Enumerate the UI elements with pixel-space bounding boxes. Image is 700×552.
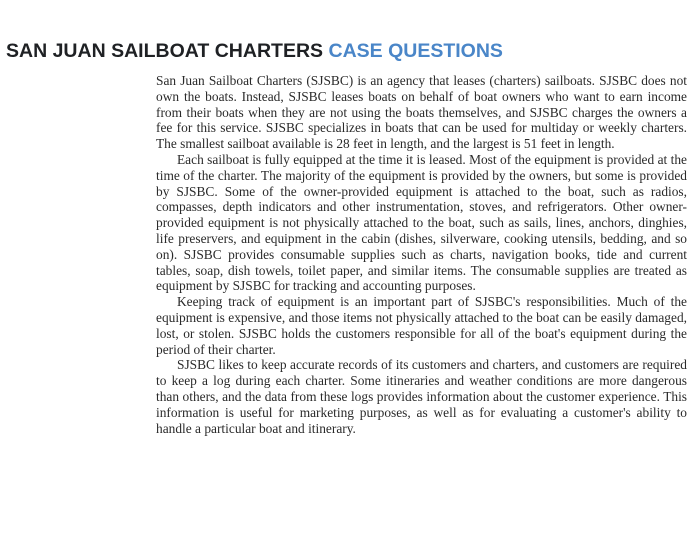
title-accent: CASE QUESTIONS	[328, 40, 503, 62]
case-body	[156, 73, 687, 436]
paragraph-records: SJSBC likes to keep accurate records of its customers and charters, and customers are required to keep a log during each charter. Some itineraries and weather conditions are more dangerous than others, and the data from these logs provides information about the customer experience. This information is useful for marketing purposes, as well as for evaluating a customer's ability to handle a particular boat and itinerary.	[156, 357, 687, 436]
paragraph-intro: San Juan Sailboat Charters (SJSBC) is an agency that leases (charters) sailboats. SJSBC does not own the boats. Instead, SJSBC leases boats on behalf of boat owners who want to earn income from their boats when they are not using the boats themselves, and SJSBC charges the owners a fee for this service. SJSBC specializes in boats that can be used for multiday or weekly charters. The smallest sailboat available is 28 feet in length, and the largest is 51 feet in length.	[156, 73, 687, 152]
paragraph-tracking: Keeping track of equipment is an important part of SJSBC's responsibilities. Much of the equipment is expensive, and those items not physically attached to the boat can be easily damaged, lost, or stolen. SJSBC holds the customers responsible for all of the boat's equipment during the period of their charter.	[156, 294, 687, 357]
paragraph-equipment: Each sailboat is fully equipped at the time it is leased. Most of the equipment is provided at the time of the charter. The majority of the equipment is provided by the owners, but some is provided by SJSBC. Some of the owner-provided equipment is attached to the boat, such as radios, compasses, depth indicators and other instrumentation, stoves, and refrigerators. Other owner-provided equipment is not physically attached to the boat, such as sails, lines, anchors, dinghies, life preservers, and equipment in the cabin (dishes, silverware, cooking utensils, bedding, and so on). SJSBC provides consumable supplies such as charts, navigation books, tide and current tables, soap, dish towels, toilet paper, and similar items. The consumable supplies are treated as equipment by SJSBC for tracking and accounting purposes.	[156, 151, 687, 294]
page-title	[6, 39, 503, 63]
title-main: SAN JUAN SAILBOAT CHARTERS	[6, 40, 324, 62]
